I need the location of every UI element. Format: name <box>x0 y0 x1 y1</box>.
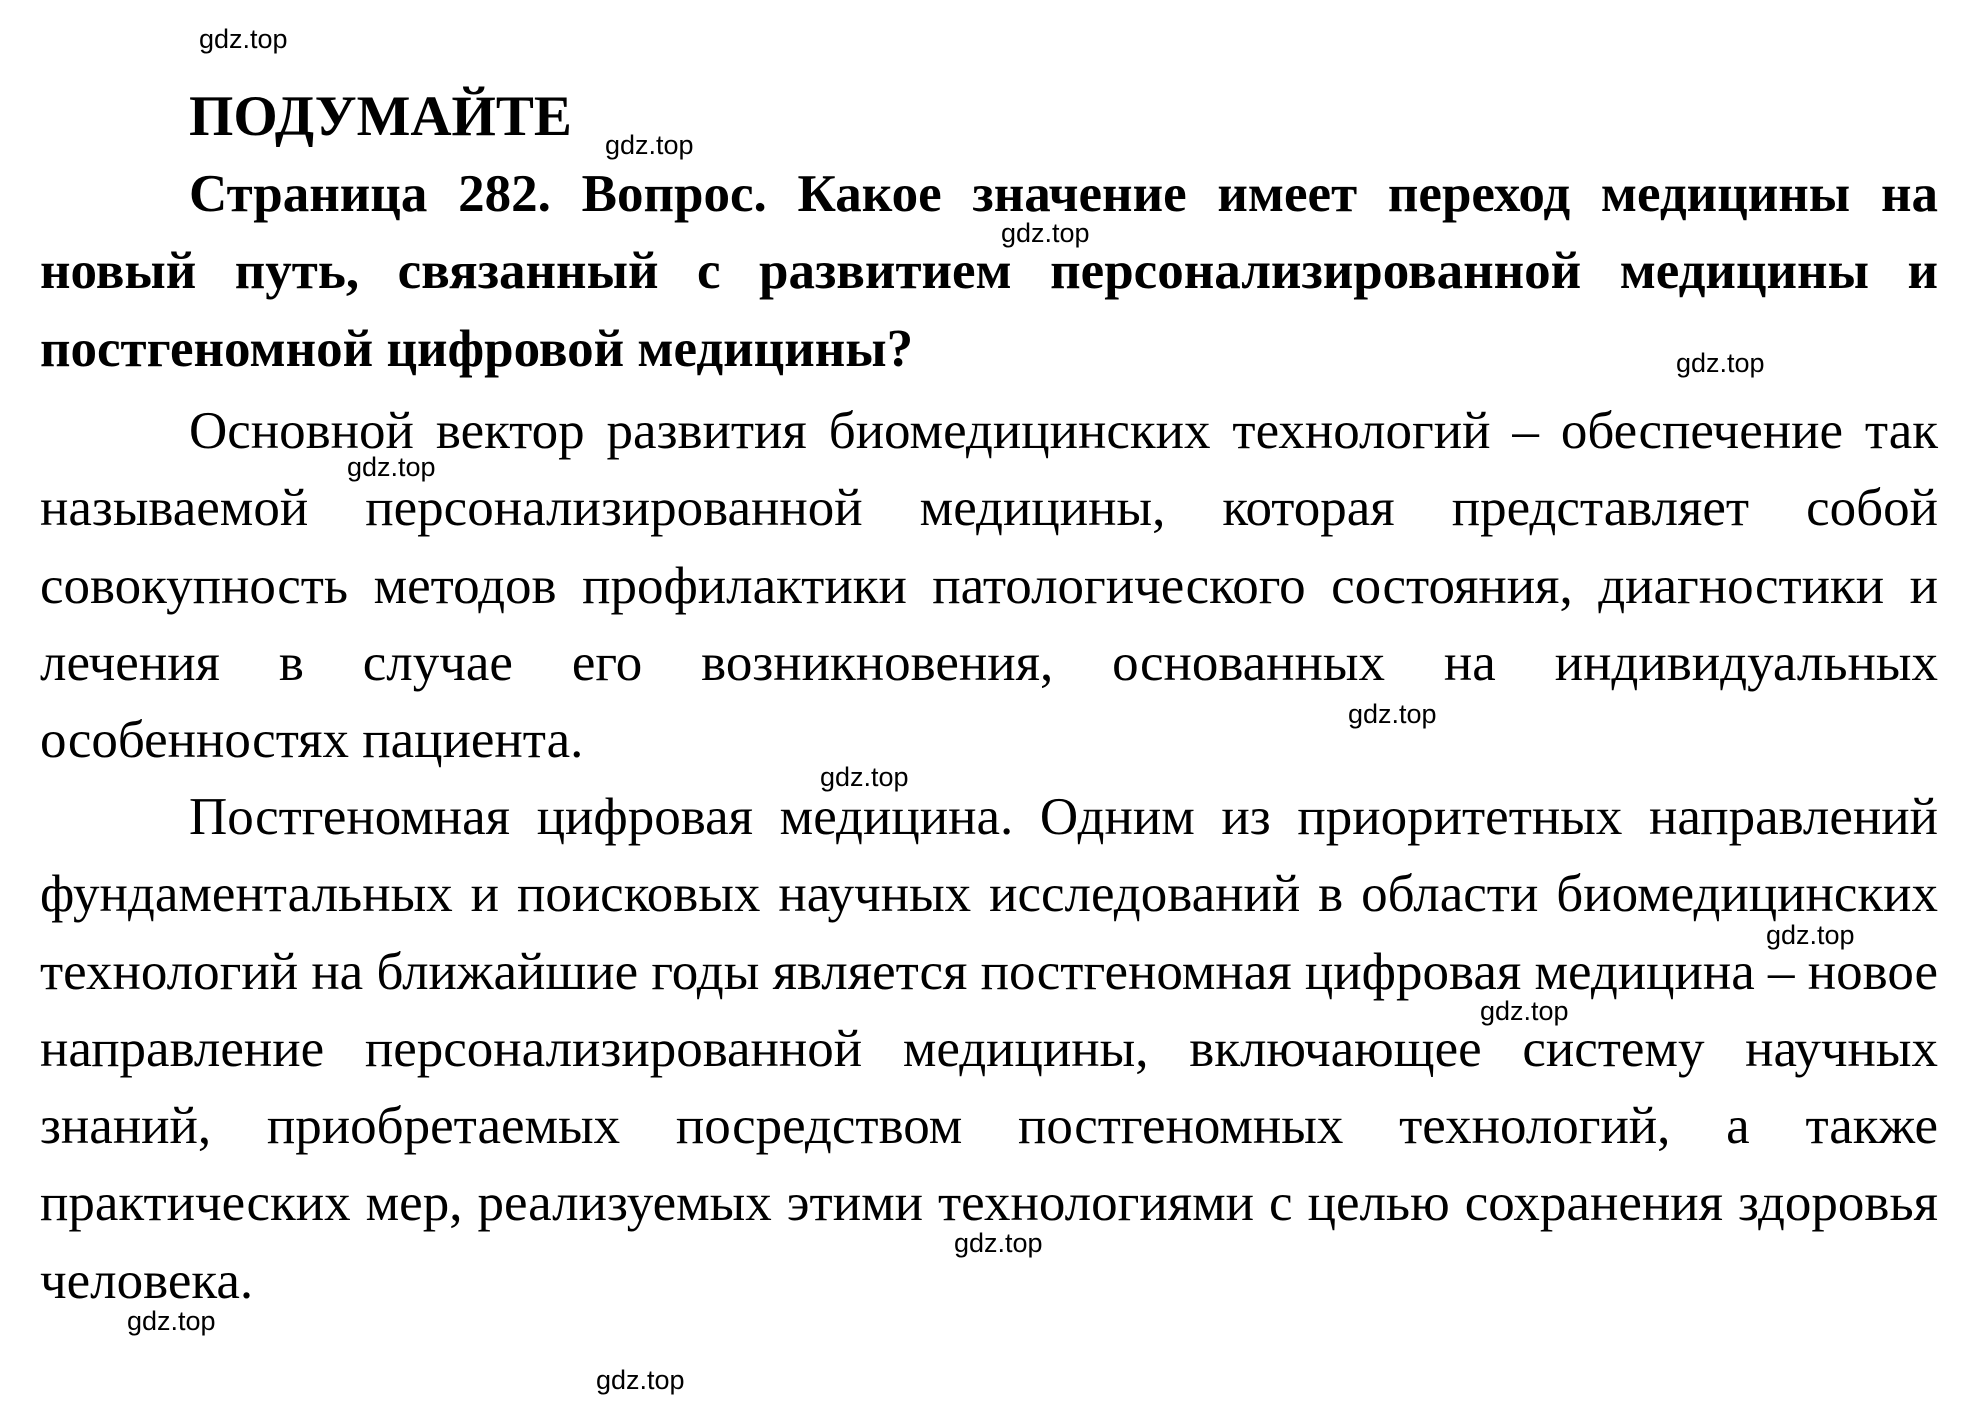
watermark: gdz.top <box>199 24 288 54</box>
watermark: gdz.top <box>1766 920 1855 950</box>
page-heading: ПОДУМАЙТЕ <box>189 85 572 148</box>
watermark: gdz.top <box>1480 996 1569 1026</box>
question-text: Страница 282. Вопрос. Какое значение имеет переход медицины на новый путь, связанный с развитием персонализированной медицины и постгеномной цифровой медицины? <box>40 165 1938 378</box>
watermark: gdz.top <box>1001 218 1090 248</box>
watermark: gdz.top <box>596 1365 685 1395</box>
watermark: gdz.top <box>1676 348 1765 378</box>
answer-paragraph-1: Основной вектор развития биомедицинских технологий – обеспечение так называемой персонализированной медицины, которая представляет собой совокупность методов профилактики патологического состояния, диагностики и лечения в случае его возникновения, основанных на индивидуальных особенностях пациента. <box>40 402 1938 770</box>
watermark: gdz.top <box>954 1228 1043 1258</box>
watermark: gdz.top <box>820 762 909 792</box>
watermark: gdz.top <box>605 130 694 160</box>
watermark: gdz.top <box>347 452 436 482</box>
watermark: gdz.top <box>1348 699 1437 729</box>
watermark: gdz.top <box>127 1306 216 1336</box>
answer-paragraph-2: Постгеномная цифровая медицина. Одним из приоритетных направлений фундаментальных и поисковых научных исследований в области биомедицинских технологий на ближайшие годы является постгеномная цифровая медицина – новое направление персонализированной медицины, включающее систему научных знаний, приобретаемых посредством постгеномных технологий, а также практических мер, реализуемых этими технологиями с целью сохранения здоровья человека. <box>40 788 1938 1310</box>
